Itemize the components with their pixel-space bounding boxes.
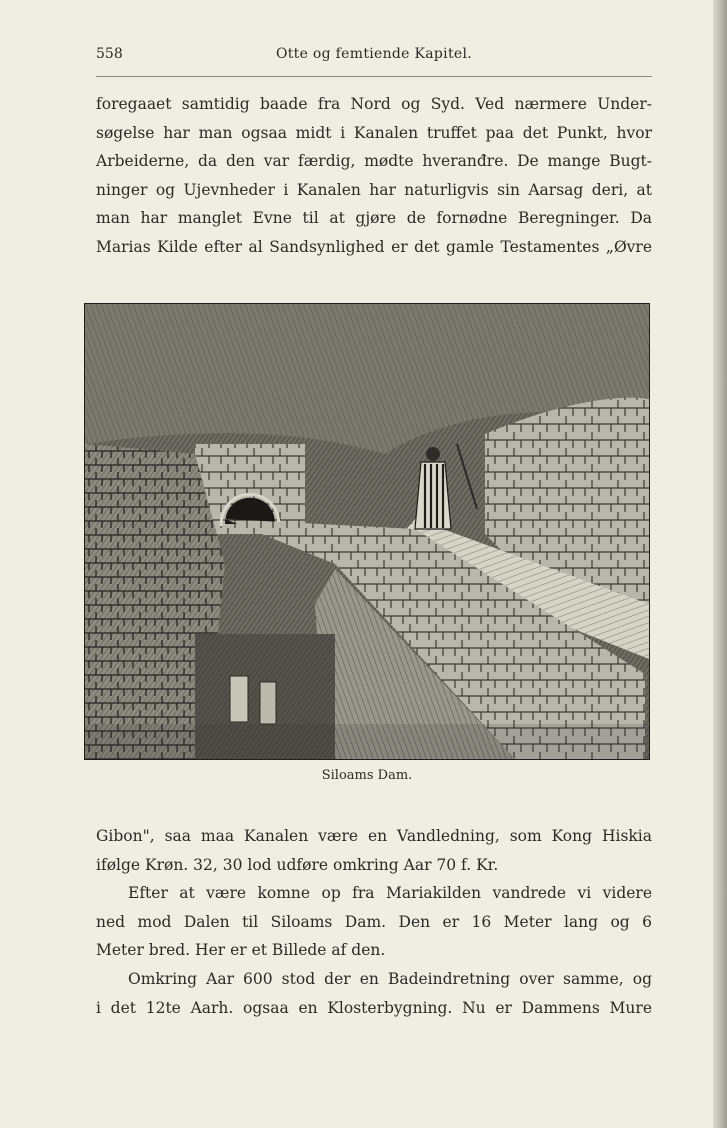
header-rule	[96, 76, 652, 77]
body-text-bottom	[96, 822, 652, 1022]
siloam-engraving	[84, 303, 650, 760]
text-line: Gibon", saa maa Kanalen være en Vandledning, som Kong Hiskia	[96, 827, 652, 845]
engraving-illustration	[85, 304, 649, 759]
text-line: ifølge Krøn. 32, 30 lod udføre omkring Aar 70 f. Kr.	[96, 855, 499, 874]
page-header	[96, 46, 652, 70]
text-line: Efter at være komne op fra Mariakilden vandrede vi videre	[128, 884, 652, 903]
running-title: Otte og femtiende Kapitel.	[275, 46, 473, 62]
page-edge	[713, 0, 727, 1128]
body-text-top	[96, 90, 652, 262]
figure-caption: Siloams Dam.	[321, 768, 413, 783]
text-line: foregaaet samtidig baade fra Nord og Syd. Ved nærmere Under-	[96, 95, 652, 113]
text-line: Arbeiderne, da den var færdig, mødte hveranđre. De mange Bugt-	[96, 152, 652, 171]
text-line: søgelse har man ogsaa midt i Kanalen truffet paa det Punkt, hvor	[96, 123, 652, 142]
page-number: 558	[96, 46, 123, 62]
text-line: man har manglet Evne til at gjøre de fornødne Beregninger. Da	[96, 209, 652, 228]
text-line: ninger og Ujevnheder i Kanalen har naturligvis sin Aarsag deri, at	[96, 180, 652, 199]
text-line: Marias Kilde efter al Sandsynlighed er det gamle Testamentes „Øvre	[96, 237, 652, 256]
text-line: i det 12te Aarh. ogsaa en Klosterbygning. Nu er Dammens Mure	[96, 998, 652, 1017]
text-line: Meter bred. Her er et Billede af den.	[96, 941, 386, 960]
text-line: ned mod Dalen til Siloams Dam. Den er 16 Meter lang og 6	[96, 912, 652, 931]
text-line: Omkring Aar 600 stod der en Badeindretning over samme, og	[128, 969, 652, 988]
